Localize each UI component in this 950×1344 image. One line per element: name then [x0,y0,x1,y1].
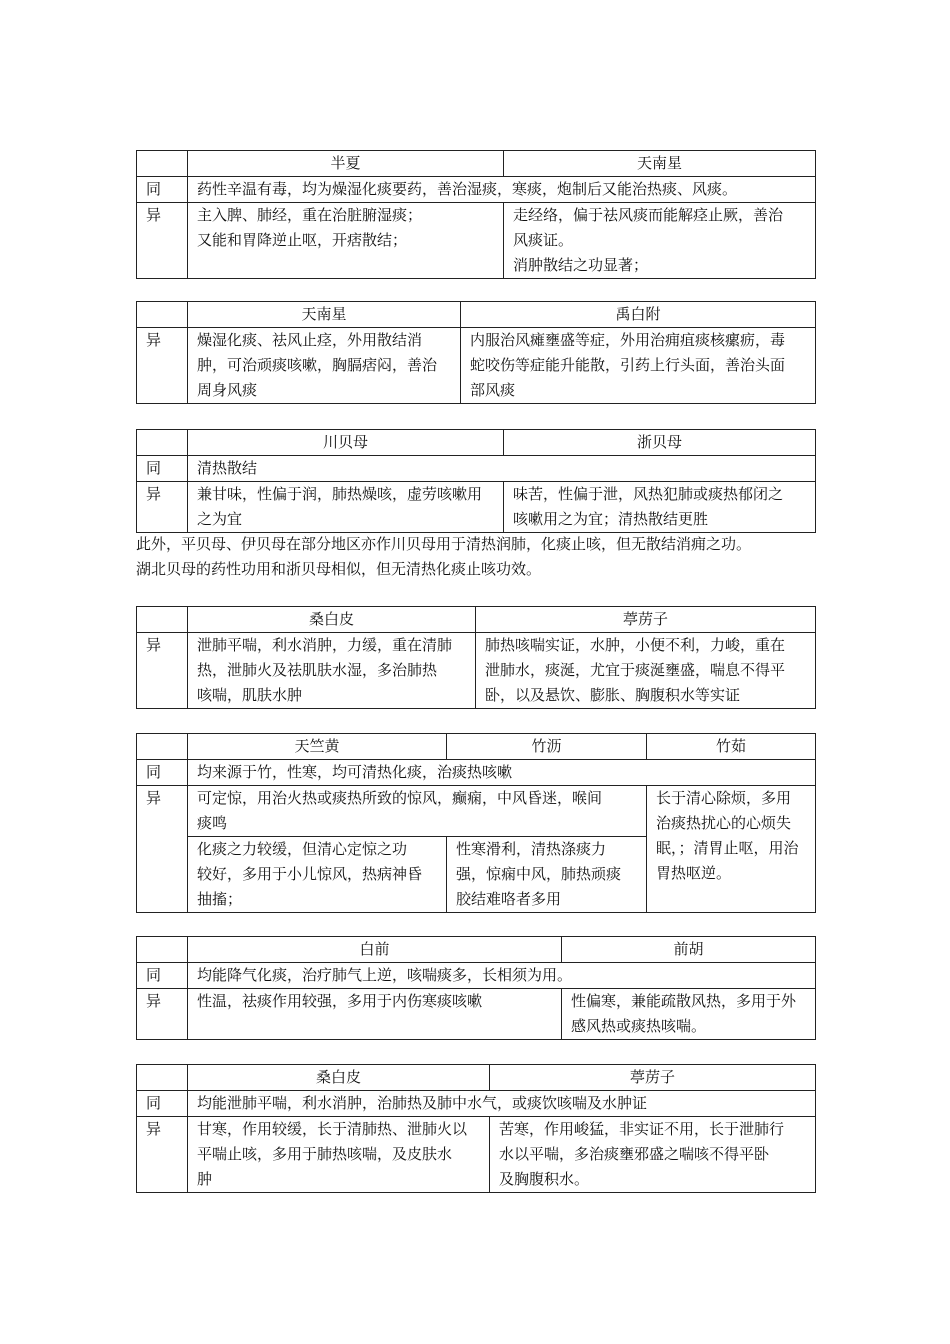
same-row [137,1091,816,1117]
row-label-same: 同 [137,1091,188,1117]
text-line: 味苦，性偏于泄，风热犯肺或痰热郁闭之 [513,485,784,503]
text-line: 消肿散结之功显著； [513,256,649,274]
diff-cell [504,203,816,279]
corner-cell [137,302,188,328]
compare-table-tiannanxing-yubaifu [136,301,816,404]
same-cell: 均能泄肺平喘，利水消肿，治肺热及肺中水气，或痰饮咳喘及水肿证 [188,1091,816,1117]
table-header-row [137,607,816,633]
text-line: 平喘止咳，多用于肺热咳喘，及皮肤水 [197,1145,453,1163]
table-header-row [137,151,816,177]
text-line: 强，惊痫中风，肺热顽痰 [456,865,622,883]
text-line: 可定惊，用治火热或痰热所致的惊风，癫痫，中风昏迷，喉间 [197,789,603,807]
corner-cell [137,607,188,633]
same-cell: 清热散结 [188,456,816,482]
herb-name-header: 禹白附 [461,302,816,328]
text-line: 风痰证。 [513,231,574,249]
corner-cell [137,151,188,177]
herb-name-header: 浙贝母 [504,430,816,456]
same-cell: 药性辛温有毒，均为燥湿化痰要药，善治湿痰，寒痰，炮制后又能治热痰、风痰。 [188,177,816,203]
text-line: 长于清心除烦，多用 [656,789,792,807]
text-line: 及胸腹积水。 [499,1170,590,1188]
diff-cell [476,633,816,709]
herb-name-header: 天竺黄 [188,734,447,760]
text-line: 胃热呕逆。 [656,864,732,882]
diff-cell [188,633,476,709]
text-line: 泄肺平喘，利水消肿，力缓，重在清肺 [197,636,453,654]
herb-name-header: 前胡 [562,937,816,963]
compare-table-sangbaipi-tinglizi [136,606,816,709]
text-line: 肺热咳喘实证，水肿，小便不利，力峻，重在 [485,636,786,654]
row-label-diff: 异 [137,1117,188,1193]
text-line: 性寒滑利，清热涤痰力 [456,840,607,858]
table-header-row [137,734,816,760]
text-line: 蛇咬伤等症能升能散，引药上行头面，善治头面 [470,356,786,374]
row-label-diff: 异 [137,482,188,533]
diff-cell [647,786,816,913]
table-header-row [137,1065,816,1091]
diff-row [137,786,816,837]
text-line: 胶结难咯者多用 [456,890,562,908]
compare-table-tianzhuhuang-zhuli-zhuru [136,733,816,913]
corner-cell [137,1065,188,1091]
row-label-diff: 异 [137,633,188,709]
table-header-row [137,302,816,328]
row-label-same: 同 [137,456,188,482]
note-line: 湖北贝母的药性功用和浙贝母相似，但无清热化痰止咳功效。 [136,560,542,578]
herb-name-header: 白前 [188,937,562,963]
diff-row [137,1117,816,1193]
herb-name-header: 半夏 [188,151,504,177]
compare-table-chuanbeimu-zhebeimu [136,429,816,533]
herb-name-header: 桑白皮 [188,1065,490,1091]
text-line: 甘寒，作用较缓，长于清肺热、泄肺火以 [197,1120,468,1138]
text-line: 泄肺水，痰涎，尤宜于痰涎壅盛，喘息不得平 [485,661,786,679]
text-line: 治痰热扰心的心烦失 [656,814,792,832]
diff-cell [188,203,504,279]
diff-cell [188,837,447,913]
text-line: 苦寒，作用峻猛，非实证不用，长于泄肺行 [499,1120,785,1138]
text-line: 肿，可治顽痰咳嗽，胸膈痞闷，善治 [197,356,438,374]
text-line: 兼甘味，性偏于润，肺热燥咳，虚劳咳嗽用 [197,485,483,503]
shared-diff-cell [188,786,647,837]
text-line: 又能和胃降逆止呕，开痞散结； [197,231,408,249]
table-header-row [137,430,816,456]
row-label-same: 同 [137,177,188,203]
text-line: 眠，；清胃止呕，用治 [656,839,799,857]
text-line: 咳嗽用之为宜；清热散结更胜 [513,510,709,528]
text-line: 主入脾、肺经，重在治脏腑湿痰； [197,206,423,224]
text-line: 部风痰 [470,381,516,399]
diff-cell [461,328,816,404]
diff-cell [188,328,461,404]
text-line: 水以平喘，多治痰壅邪盛之喘咳不得平卧 [499,1145,770,1163]
table-header-row [137,937,816,963]
herb-name-header: 竹茹 [647,734,816,760]
row-label-same: 同 [137,760,188,786]
same-cell: 均能降气化痰，治疗肺气上逆，咳喘痰多，长相须为用。 [188,963,816,989]
diff-cell [188,989,562,1040]
text-line: 抽搐； [197,890,243,908]
herb-name-header: 竹沥 [447,734,647,760]
text-line: 之为宜 [197,510,243,528]
text-line: 内服治风瘫壅盛等症，外用治痈疽痰核瘰疬，毒 [470,331,786,349]
compare-table-baiqian-qianhu [136,936,816,1040]
text-line: 燥湿化痰、祛风止痉，外用散结消 [197,331,423,349]
text-line: 走经络，偏于祛风痰而能解痉止厥，善治 [513,206,784,224]
corner-cell [137,937,188,963]
text-line: 性偏寒，兼能疏散风热，多用于外 [571,992,797,1010]
row-label-diff: 异 [137,328,188,404]
note-line: 此外，平贝母、伊贝母在部分地区亦作川贝母用于清热润肺，化痰止咳，但无散结消痈之功。 [136,535,752,553]
diff-cell [504,482,816,533]
herb-name-header: 天南星 [504,151,816,177]
same-cell: 均来源于竹，性寒，均可清热化痰，治痰热咳嗽 [188,760,816,786]
diff-row [137,203,816,279]
row-label-diff: 异 [137,203,188,279]
text-line: 感风热或痰热咳喘。 [571,1017,707,1035]
corner-cell [137,430,188,456]
row-label-diff: 异 [137,989,188,1040]
compare-table-sangbaipi-tinglizi-2 [136,1064,816,1193]
same-row [137,177,816,203]
herb-name-header: 天南星 [188,302,461,328]
same-row [137,963,816,989]
row-label-diff: 异 [137,786,188,913]
row-label-same: 同 [137,963,188,989]
same-row [137,760,816,786]
text-line: 热，泄肺火及祛肌肤水湿，多治肺热 [197,661,438,679]
text-line: 痰鸣 [197,814,228,832]
corner-cell [137,734,188,760]
diff-cell [447,837,647,913]
diff-cell [562,989,816,1040]
text-line: 肿 [197,1170,213,1188]
diff-cell [188,482,504,533]
same-row [137,456,816,482]
text-line: 性温，祛痰作用较强，多用于内伤寒痰咳嗽 [197,992,483,1010]
herb-name-header: 葶苈子 [490,1065,816,1091]
diff-row [137,989,816,1040]
diff-cell [188,1117,490,1193]
text-line: 咳喘，肌肤水肿 [197,686,303,704]
compare-table-banxia-tiannanxing [136,150,816,279]
supplementary-note [136,532,826,582]
herb-name-header: 葶苈子 [476,607,816,633]
herb-name-header: 桑白皮 [188,607,476,633]
diff-row [137,482,816,533]
herb-name-header: 川贝母 [188,430,504,456]
diff-row [137,633,816,709]
diff-row [137,328,816,404]
text-line: 周身风痰 [197,381,258,399]
diff-cell [490,1117,816,1193]
text-line: 化痰之力较缓，但清心定惊之功 [197,840,408,858]
text-line: 卧，以及悬饮、膨胀、胸腹积水等实证 [485,686,741,704]
text-line: 较好，多用于小儿惊风，热病神昏 [197,865,423,883]
